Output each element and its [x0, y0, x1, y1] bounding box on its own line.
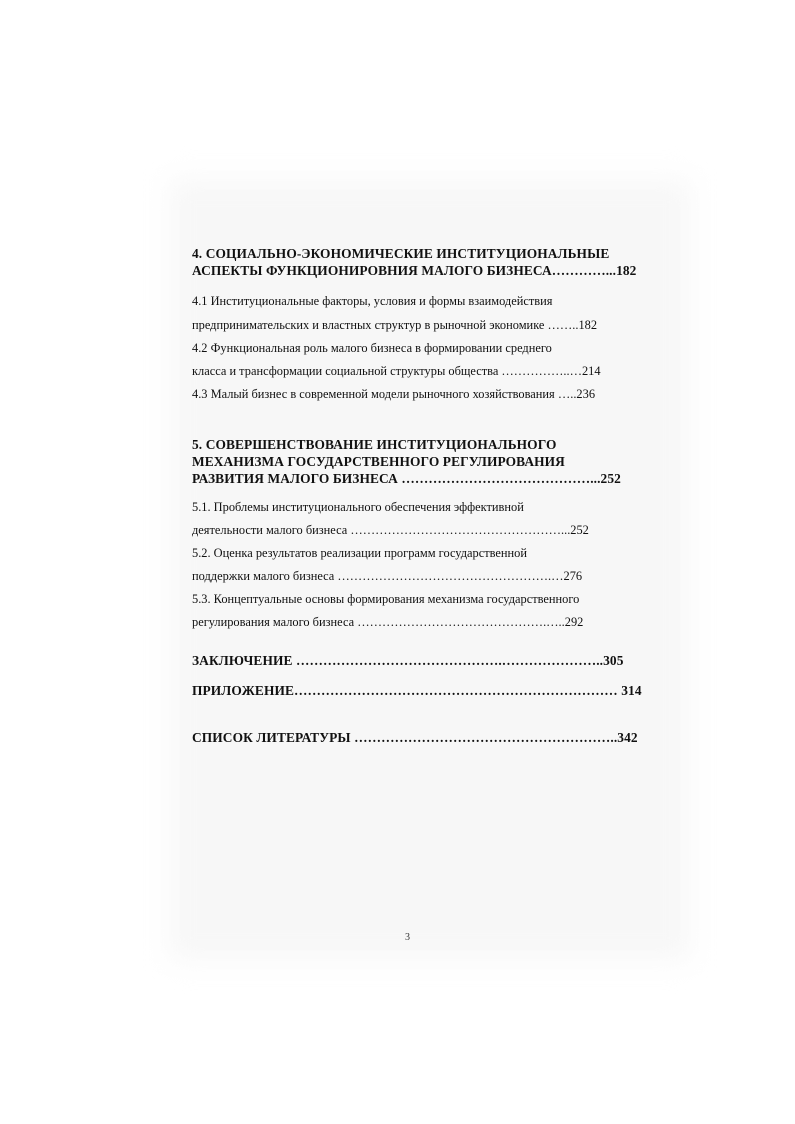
chapter-5-title-line-2: МЕХАНИЗМА ГОСУДАРСТВЕННОГО РЕГУЛИРОВАНИЯ: [192, 454, 565, 469]
section-4-2-line-2: класса и трансформации социальной структуры общества ……………..…214: [192, 364, 601, 378]
chapter-5-title-line-3: РАЗВИТИЯ МАЛОГО БИЗНЕСА ……………………………………...252: [192, 471, 621, 486]
section-4-1-line-2: предпринимательских и властных структур в рыночной экономике ……..182: [192, 318, 598, 332]
chapter-5-title-line-1: 5. СОВЕРШЕНСТВОВАНИЕ ИНСТИТУЦИОНАЛЬНОГО: [192, 437, 557, 452]
section-5-3-line-2: регулирования малого бизнеса ……………………………………….…..292: [192, 615, 584, 629]
section-4-1-line-1: 4.1 Институциональные факторы, условия и формы взаимодействия: [192, 294, 553, 308]
chapter-4-title-line-1: 4. СОЦИАЛЬНО-ЭКОНОМИЧЕСКИЕ ИНСТИТУЦИОНАЛЬНЫЕ: [192, 246, 610, 261]
section-4-2-line-1: 4.2 Функциональная роль малого бизнеса в формировании среднего: [192, 341, 552, 355]
page-number: 3: [405, 932, 410, 943]
section-5-2-line-2: поддержки малого бизнеса …………………………………………….…276: [192, 569, 583, 583]
appendix-entry: ПРИЛОЖЕНИЕ……………………………………………………………… 314: [192, 683, 642, 698]
section-5-1-line-1: 5.1. Проблемы институционального обеспечения эффективной: [192, 500, 524, 514]
conclusion-entry: ЗАКЛЮЧЕНИЕ ……………………………………….…………………..305: [192, 653, 624, 668]
section-5-2-line-1: 5.2. Оценка результатов реализации программ государственной: [192, 546, 527, 560]
section-5-1-line-2: деятельности малого бизнеса ……………………………………………...252: [192, 523, 589, 537]
chapter-4-title-line-2: АСПЕКТЫ ФУНКЦИОНИРОВНИЯ МАЛОГО БИЗНЕСА…………...182: [192, 263, 637, 278]
section-5-3-line-1: 5.3. Концептуальные основы формирования механизма государственного: [192, 592, 580, 606]
references-entry: СПИСОК ЛИТЕРАТУРЫ …………………………………………………..342: [192, 730, 638, 745]
section-4-3: 4.3 Малый бизнес в современной модели рыночного хозяйствования …..236: [192, 387, 596, 401]
